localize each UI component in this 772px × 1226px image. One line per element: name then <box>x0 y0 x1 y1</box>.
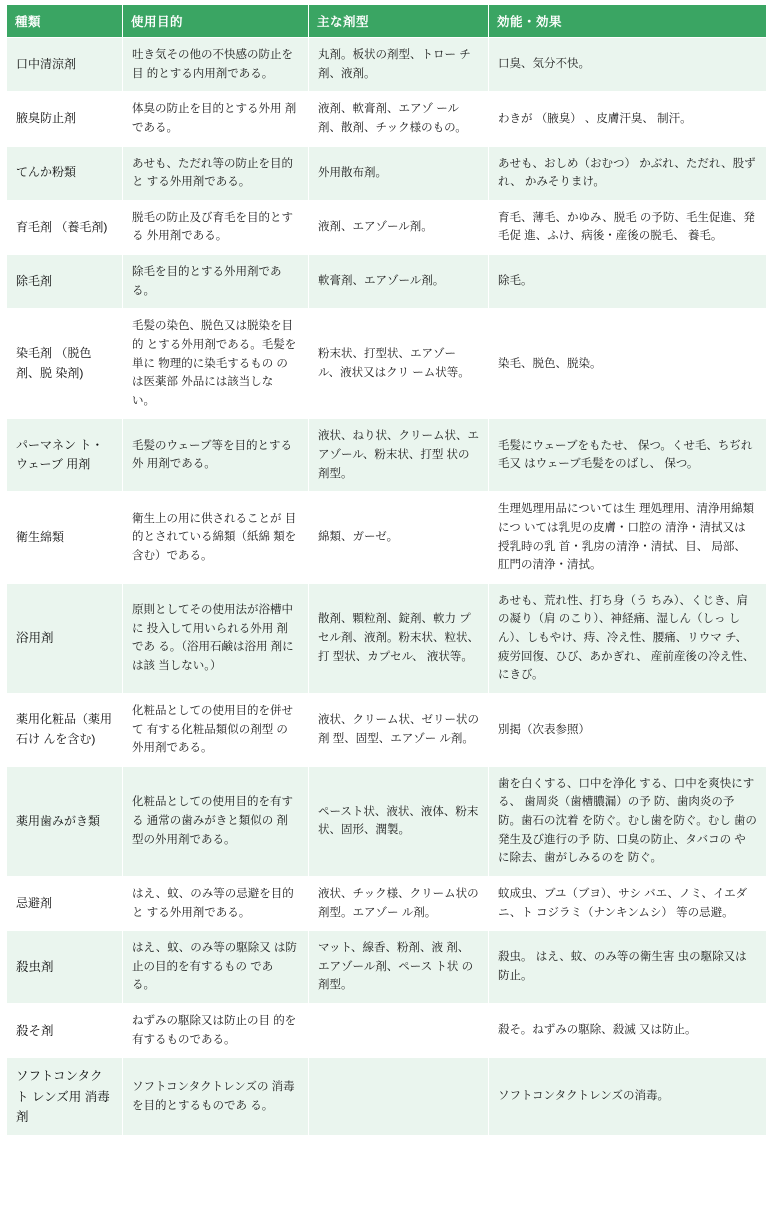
cell-type: 除毛剤 <box>7 255 123 309</box>
table-row <box>7 255 767 309</box>
cell-form: ペースト状、液状、液体、粉末 状、固形、潤製。 <box>309 766 489 876</box>
table-row <box>7 1058 767 1136</box>
cell-type: てんか粉類 <box>7 146 123 200</box>
cell-purpose: 吐き気その他の不快感の防止を目 的とする内用剤である。 <box>123 38 309 92</box>
cell-form <box>309 1004 489 1058</box>
cell-effect: 除毛。 <box>489 255 767 309</box>
cell-type: 薬用歯みがき類 <box>7 766 123 876</box>
cell-purpose: ねずみの駆除又は防止の目 的を有するものである。 <box>123 1004 309 1058</box>
cell-effect: 育毛、薄毛、かゆみ、脱毛 の予防、毛生促進、発毛促 進、ふけ、病後・産後の脱毛、 養毛。 <box>489 200 767 254</box>
cell-effect: 別掲（次表参照） <box>489 693 767 766</box>
table-row <box>7 492 767 584</box>
cell-purpose: あせも、ただれ等の防止を目的と する外用剤である。 <box>123 146 309 200</box>
cell-purpose: 化粧品としての使用目的を有する 通常の歯みがきと類似の 剤型の外用剤である。 <box>123 766 309 876</box>
cell-purpose: はえ、蚊、のみ等の駆除又 は防止の目的を有するもの であ る。 <box>123 931 309 1004</box>
cell-form: 液状、クリーム状、ゼリー状の剤 型、固型、エアゾー ル剤。 <box>309 693 489 766</box>
cell-type: ソフトコンタクト レンズ用 消毒剤 <box>7 1058 123 1136</box>
cell-type: 殺そ剤 <box>7 1004 123 1058</box>
cell-effect: わきが （腋臭） 、皮膚汗臭、 制汗。 <box>489 92 767 146</box>
cell-form: マット、線香、粉剤、液 剤、エアゾール剤、ペース ト状 の剤型。 <box>309 931 489 1004</box>
cell-effect: 蚊成虫、ブユ（ブヨ）、サシ バエ、ノミ、イエダニ、ト コジラミ（ナンキンムシ） 等の忌避。 <box>489 876 767 930</box>
cell-purpose: 脱毛の防止及び育毛を目的とする 外用剤である。 <box>123 200 309 254</box>
cell-effect: 毛髪にウェーブをもたせ、 保つ。くせ毛、ちぢれ毛又 はウェーブ毛髪をのばし、 保つ。 <box>489 419 767 492</box>
cell-type: 衛生綿類 <box>7 492 123 584</box>
cell-type: 薬用化粧品（薬用石け んを含む) <box>7 693 123 766</box>
table-row <box>7 92 767 146</box>
cell-effect: あせも、おしめ（おむつ） かぶれ、ただれ、股ずれ、 かみそりまけ。 <box>489 146 767 200</box>
cell-form <box>309 1058 489 1136</box>
cell-purpose: はえ、蚊、のみ等の忌避を目的と する外用剤である。 <box>123 876 309 930</box>
table-header <box>7 5 767 38</box>
cell-purpose: 衛生上の用に供されることが 目的とされている綿類（紙綿 類を含む）である。 <box>123 492 309 584</box>
cell-purpose: 体臭の防止を目的とする外用 剤である。 <box>123 92 309 146</box>
table-row <box>7 38 767 92</box>
column-header-form: 主な剤型 <box>309 5 489 38</box>
table-row <box>7 309 767 419</box>
cell-type: パーマネン ト・ウェーブ 用剤 <box>7 419 123 492</box>
cell-form: 粉末状、打型状、エアゾー ル、液状又はクリ ーム状等。 <box>309 309 489 419</box>
column-header-type: 種類 <box>7 5 123 38</box>
cell-form: 液剤、エアゾール剤。 <box>309 200 489 254</box>
table-row <box>7 419 767 492</box>
cell-purpose: 原則としてその使用法が浴槽中に 投入して用いられる外用 剤であ る。（浴用石鹸は浴用 剤には該 当しない。） <box>123 583 309 693</box>
cell-form: 散剤、顆粒剤、錠剤、軟力 プセル剤、液剤。粉末状、粒状、打 型状、カプセル、 液状等。 <box>309 583 489 693</box>
cell-type: 染毛剤 （脱色剤、脱 染剤) <box>7 309 123 419</box>
cell-purpose: ソフトコンタクトレンズの 消毒を目的とするものであ る。 <box>123 1058 309 1136</box>
cell-type: 育毛剤 （養毛剤) <box>7 200 123 254</box>
cell-type: 忌避剤 <box>7 876 123 930</box>
table-row <box>7 200 767 254</box>
column-header-effect: 効能・効果 <box>489 5 767 38</box>
cell-purpose: 除毛を目的とする外用剤であ る。 <box>123 255 309 309</box>
cell-form: 綿類、ガーゼ。 <box>309 492 489 584</box>
cell-effect: 生理処理用品については生 理処理用、清浄用綿類につ いては乳児の皮膚・口腔の 清浄・清拭又は授乳時の乳 首・乳房の清浄・清拭、目、 局部、肛門の清浄・清拭。 <box>489 492 767 584</box>
cell-type: 殺虫剤 <box>7 931 123 1004</box>
cell-effect: あせも、荒れ性、打ち身（う ちみ）、くじき、肩の凝り（肩 のこり）、神経痛、湿しん（しっ しん）、しもやけ、痔、冷え性、腰痛、リウマ チ、疲労回復、ひび、あかぎれ、 産前産後の冷え性、にきび。 <box>489 583 767 693</box>
cell-type: 腋臭防止剤 <box>7 92 123 146</box>
cell-effect: ソフトコンタクトレンズの消毒。 <box>489 1058 767 1136</box>
table-row <box>7 1004 767 1058</box>
cell-form: 外用散布剤。 <box>309 146 489 200</box>
cell-effect: 殺そ。ねずみの駆除、殺滅 又は防止。 <box>489 1004 767 1058</box>
cell-purpose: 毛髪の染色、脱色又は脱染を目的 とする外用剤である。毛髪を単に 物理的に染毛するもの のは医薬部 外品には該当しな い。 <box>123 309 309 419</box>
cell-form: 液状、ねり状、クリーム状、エ アゾール、粉末状、打型 状の剤型。 <box>309 419 489 492</box>
cell-form: 液状、チック様、クリーム状の 剤型。エアゾー ル剤。 <box>309 876 489 930</box>
cell-form: 軟膏剤、エアゾール剤。 <box>309 255 489 309</box>
cell-effect: 歯を白くする、口中を浄化 する、口中を爽快にする、 歯周炎（歯槽膿漏）の予 防、歯肉炎の予防。歯石の沈着 を防ぐ。むし歯を防ぐ。むし 歯の発生及び進行の予 防、口臭の防止、タバコの やに除去、歯がしみるのを 防ぐ。 <box>489 766 767 876</box>
cell-form: 液剤、軟膏剤、エアゾ ール 剤、散剤、チック様のもの。 <box>309 92 489 146</box>
cell-type: 口中清涼剤 <box>7 38 123 92</box>
table-row <box>7 693 767 766</box>
cell-purpose: 化粧品としての使用目的を併せて 有する化粧品類似の剤型 の外用剤である。 <box>123 693 309 766</box>
cell-effect: 口臭、気分不快。 <box>489 38 767 92</box>
table-row <box>7 583 767 693</box>
table-body <box>7 38 767 1136</box>
quasi-drug-category-table <box>6 4 767 1136</box>
cell-effect: 染毛、脱色、脱染。 <box>489 309 767 419</box>
column-header-purpose: 使用目的 <box>123 5 309 38</box>
table-row <box>7 931 767 1004</box>
table-row <box>7 876 767 930</box>
cell-type: 浴用剤 <box>7 583 123 693</box>
cell-purpose: 毛髪のウェーブ等を目的とする外 用剤である。 <box>123 419 309 492</box>
cell-form: 丸剤。板状の剤型、トロー チ剤、液剤。 <box>309 38 489 92</box>
table-row <box>7 766 767 876</box>
table-header-row <box>7 5 767 38</box>
table-row <box>7 146 767 200</box>
cell-effect: 殺虫。 はえ、蚊、のみ等の衛生害 虫の駆除又は防止。 <box>489 931 767 1004</box>
